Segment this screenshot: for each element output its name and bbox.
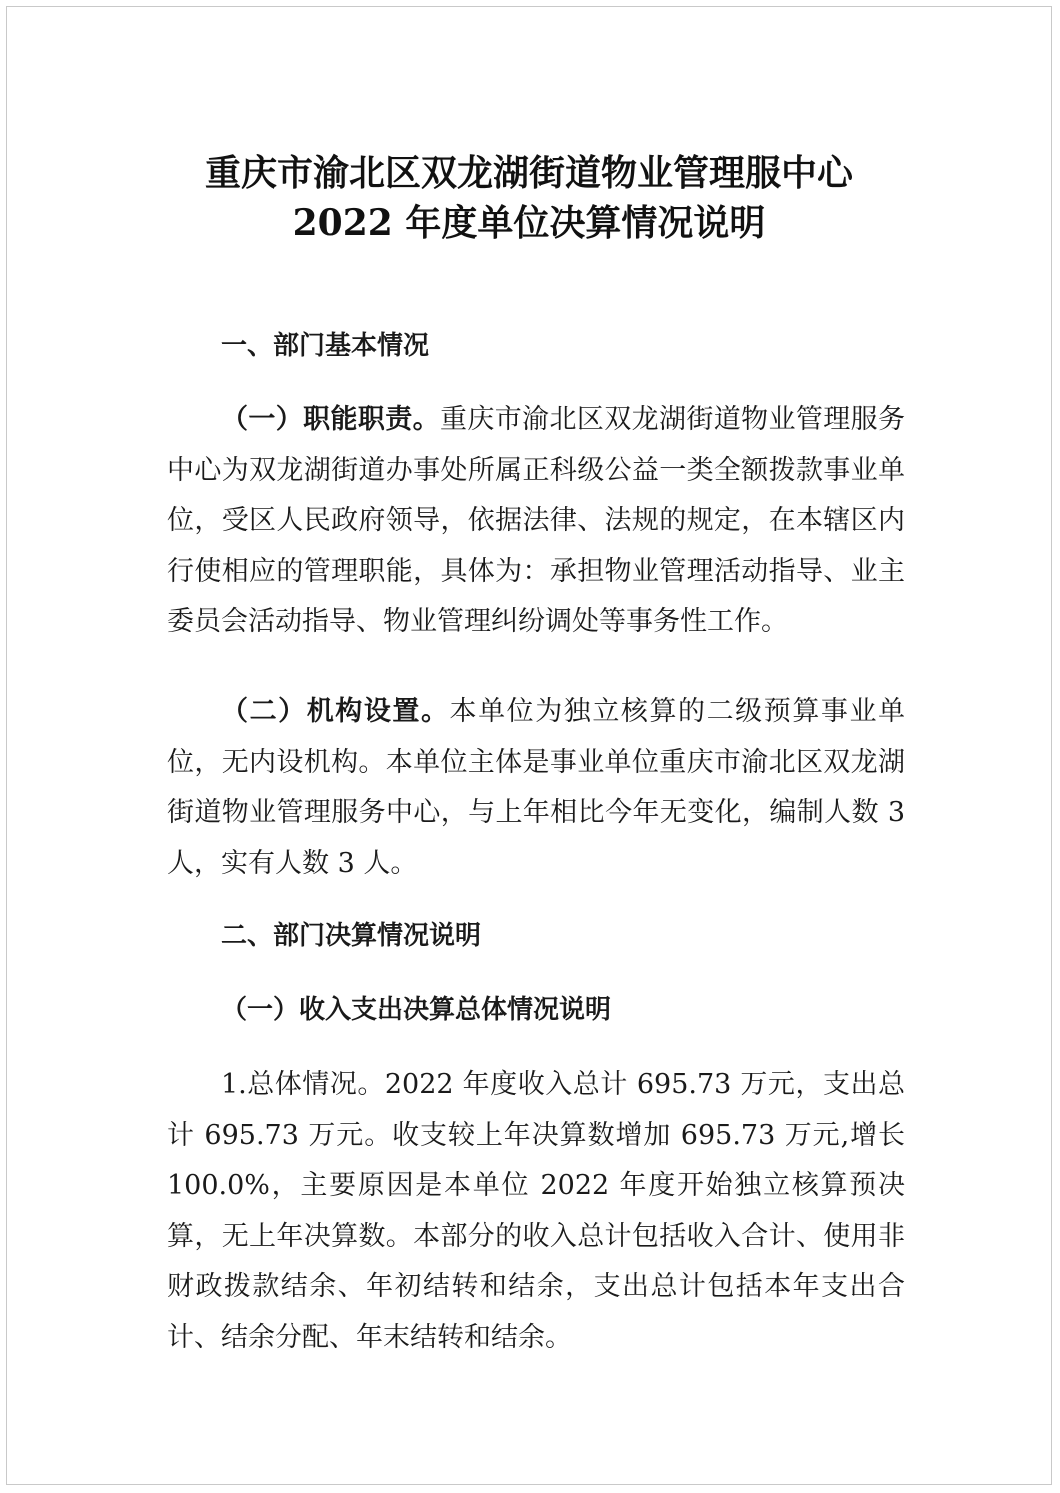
section-2-heading: 二、部门决算情况说明 [221,921,482,951]
paragraph-functions-text: 重庆市渝北区双龙湖街道物业管理服务中心为双龙湖街道办事处所属正科级公益一类全额拨款事业单位，受区人民政府领导，依据法律、法规的规定，在本辖区内行使相应的管理职能，具体为：承担物业管理活动指导、业主委员会活动指导、物业管理纠纷调处等事务性工作。 [167,404,905,637]
section-2-subheading: （一）收入支出决算总体情况说明 [221,995,612,1025]
paragraph-functions [167,395,905,648]
document-title-line-1: 重庆市渝北区双龙湖街道物业管理服中心 [204,152,853,194]
paragraph-organization-lead: （二）机构设置。 [221,696,450,727]
paragraph-organization-text: 本单位为独立核算的二级预算事业单位，无内设机构。本单位主体是事业单位重庆市渝北区双龙湖街道物业管理服务中心，与上年相比今年无变化，编制人数 3 人，实有人数 3 人。 [167,696,906,879]
paragraph-organization [167,687,905,889]
document-page [6,6,1052,1485]
paragraph-functions-lead: （一）职能职责。 [221,404,440,435]
paragraph-overall-situation: 1.总体情况。2022 年度收入总计 695.73 万元，支出总计 695.73 万元。收支较上年决算数增加 695.73 万元,增长 100.0%，主要原因是本单位 2022 年度开始独立核算预决算，无上年决算数。本部分的收入总计包括收入合计、使用非财政拨款结余、年初结转和结余，支出总计包括本年支出合计、结余分配、年末结转和结余。 [167,1069,905,1353]
document-title-line-2: 2022 年度单位决算情况说明 [292,202,766,244]
section-1-heading: 一、部门基本情况 [221,331,430,361]
